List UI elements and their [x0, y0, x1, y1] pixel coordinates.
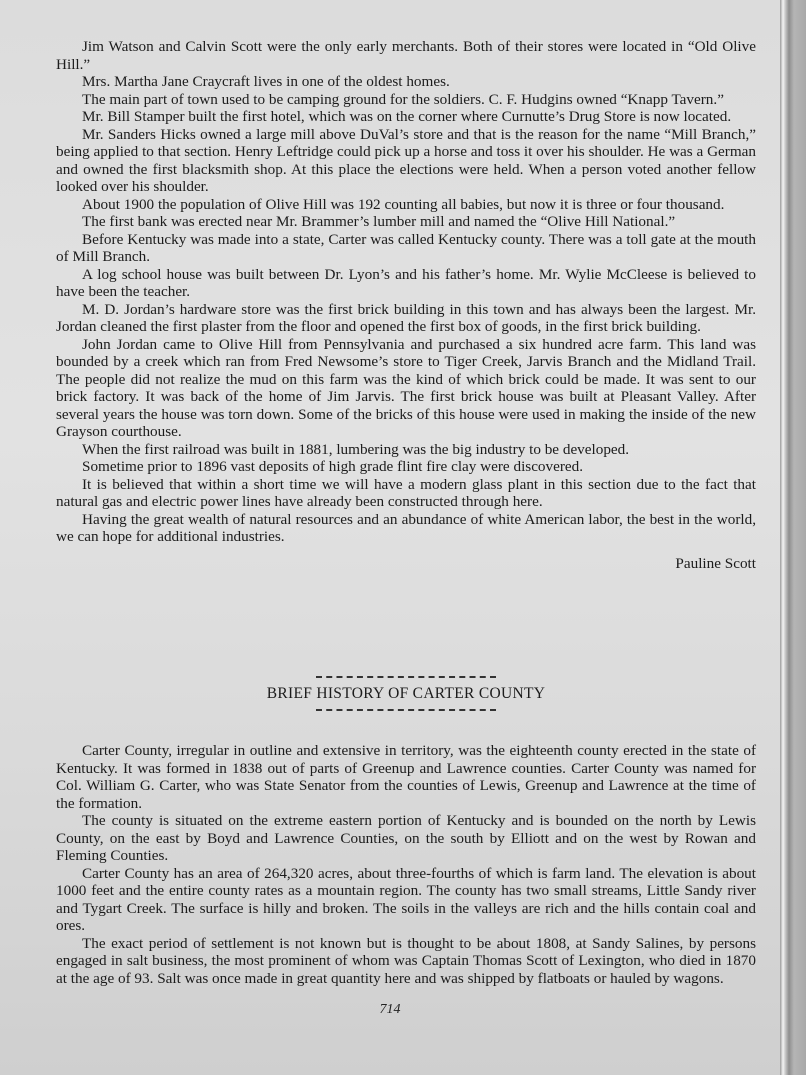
- paragraph: It is believed that within a short time we will have a modern glass plant in this section due to the fact that natural gas and electric power lines have already been constructed through here.: [56, 475, 756, 510]
- paragraph: John Jordan came to Olive Hill from Pennsylvania and purchased a six hundred acre farm. This land was bounded by a creek which ran from Fred Newsome’s store to Tiger Creek, Jarvis Branch and the Midland Trail. The people did not realize the mud on this farm was the kind of which brick could be made. It was sent to our brick factory. It was back of the home of Jim Jarvis. The first brick house was built at Pleasant Valley. After several years the house was torn down. Some of the bricks of this house were used in making the inside of the new Grayson courthouse.: [56, 335, 756, 440]
- paragraph: Mr. Bill Stamper built the first hotel, which was on the corner where Curnutte’s Drug Store is now located.: [82, 108, 732, 125]
- carter-county-section: [56, 742, 756, 987]
- paragraph: M. D. Jordan’s hardware store was the first brick building in this town and has always been the largest. Mr. Jordan cleaned the first plaster from the floor and opened the first box of goods, in the first brick building.: [56, 300, 756, 335]
- paragraph: Carter County, irregular in outline and extensive in territory, was the eighteenth county erected in the state of Kentucky. It was formed in 1838 out of parts of Greenup and Lawrence counties. Carter County was named for Col. William G. Carter, who was State Senator from the counties of Lewis, Greenup and Lawrence at the time of the formation.: [56, 742, 756, 812]
- paragraph: Carter County has an area of 264,320 acres, about three-fourths of which is farm land. The elevation is about 1000 feet and the entire county rates as a mountain region. The county has two small streams, Little Sandy river and Tygart Creek. The surface is hilly and broken. The soils in the valleys are rich and the hills contain coal and ores.: [56, 864, 756, 934]
- olive-hill-section: [56, 38, 756, 572]
- paragraph: Mrs. Martha Jane Craycraft lives in one of the oldest homes.: [82, 73, 450, 90]
- section-heading: BRIEF HISTORY OF CARTER COUNTY: [266, 685, 546, 702]
- book-binding-edge: [780, 0, 806, 1075]
- paragraph: The county is situated on the extreme eastern portion of Kentucky and is bounded on the north by Lewis County, on the east by Boyd and Lawrence Counties, on the south by Elliott and on the west by Rowan and Fleming Counties.: [56, 812, 756, 864]
- dashed-rule-top: [316, 676, 496, 678]
- paragraph: The exact period of settlement is not known but is thought to be about 1808, at Sandy Salines, by persons engaged in salt business, the most prominent of whom was Captain Thomas Scott of Lexington, who died in 1870 at the age of 93. Salt was once made in great quantity here and was shipped by flatboats or hauled by wagons.: [56, 934, 756, 987]
- page-number: 714: [379, 1002, 401, 1017]
- paragraph: Before Kentucky was made into a state, Carter was called Kentucky county. There was a toll gate at the mouth of Mill Branch.: [56, 230, 756, 265]
- paragraph: Sometime prior to 1896 vast deposits of high grade flint fire clay were discovered.: [82, 458, 584, 475]
- paragraph: Having the great wealth of natural resources and an abundance of white American labor, the best in the world, we can hope for additional industries.: [56, 510, 756, 545]
- author-signature: Pauline Scott: [675, 554, 756, 572]
- section-heading-block: [56, 676, 756, 711]
- paragraph: Jim Watson and Calvin Scott were the only early merchants. Both of their stores were located in “Old Olive Hill.”: [56, 38, 756, 73]
- paragraph: When the first railroad was built in 1881, lumbering was the big industry to be developed.: [82, 440, 630, 458]
- paragraph: The first bank was erected near Mr. Brammer’s lumber mill and named the “Olive Hill National.”: [82, 213, 676, 230]
- dashed-rule-bottom: [316, 709, 496, 711]
- paragraph: A log school house was built between Dr. Lyon’s and his father’s home. Mr. Wylie McCleese is believed to have been the teacher.: [56, 265, 756, 300]
- paragraph: Mr. Sanders Hicks owned a large mill above DuVal’s store and that is the reason for the name “Mill Branch,” being applied to that section. Henry Leftridge could pick up a horse and toss it over his shoulder. He was a German and owned the first blacksmith shop. At this place the elections were held. When a person voted another fellow looked over his shoulder.: [56, 125, 756, 195]
- paragraph: About 1900 the population of Olive Hill was 192 counting all babies, but now it is three or four thousand.: [82, 195, 725, 213]
- paragraph: The main part of town used to be camping ground for the soldiers. C. F. Hudgins owned “Knapp Tavern.”: [82, 90, 724, 108]
